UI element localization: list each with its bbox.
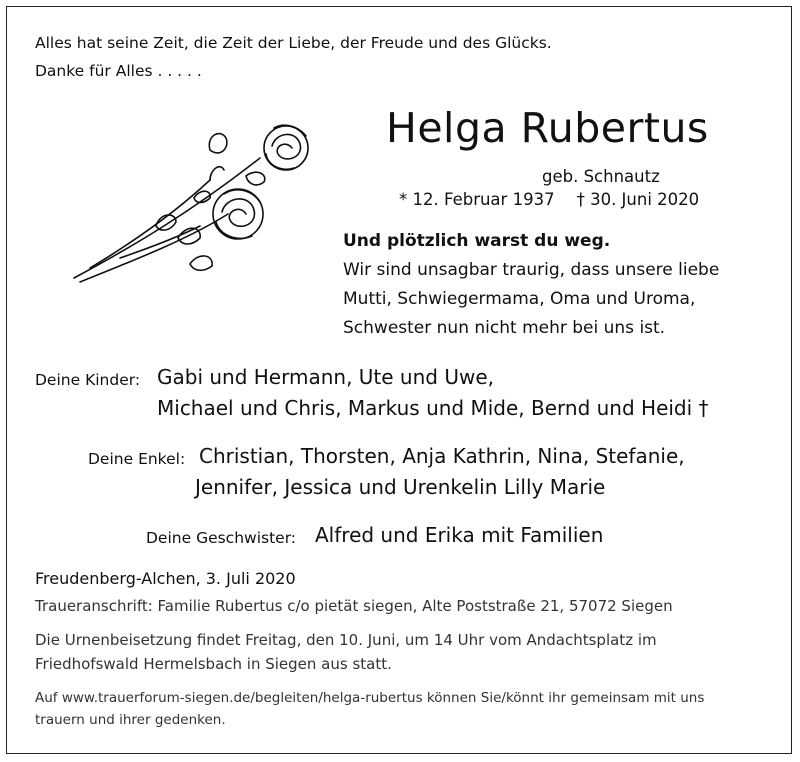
siblings-names: Alfred und Erika mit Familien bbox=[315, 523, 604, 547]
birth-date: * 12. Februar 1937 bbox=[399, 190, 555, 209]
children-label: Deine Kinder: bbox=[35, 371, 141, 389]
grandchildren-names-line-1: Christian, Thorsten, Anja Kathrin, Nina, Stefanie, bbox=[199, 444, 685, 468]
death-date: † 30. Juni 2020 bbox=[576, 190, 700, 209]
siblings-label: Deine Geschwister: bbox=[146, 529, 297, 547]
grandchildren-label: Deine Enkel: bbox=[88, 450, 186, 468]
roses-illustration bbox=[60, 118, 320, 290]
verse-line: Schwester nun nicht mehr bei uns ist. bbox=[343, 318, 666, 338]
motto-line-1: Alles hat seine Zeit, die Zeit der Liebe, der Freude und des Glücks. bbox=[35, 34, 552, 52]
deceased-name: Helga Rubertus bbox=[386, 104, 709, 152]
children-names-line-1: Gabi und Hermann, Ute und Uwe, bbox=[157, 365, 494, 389]
place-date: Freudenberg-Alchen, 3. Juli 2020 bbox=[35, 569, 296, 588]
verse-heading: Und plötzlich warst du weg. bbox=[343, 231, 611, 251]
children-names-line-2: Michael und Chris, Markus und Mide, Bernd und Heidi † bbox=[157, 396, 709, 420]
verse-line: Wir sind unsagbar traurig, dass unsere liebe bbox=[343, 260, 720, 280]
motto-line-2: Danke für Alles . . . . . bbox=[35, 62, 202, 80]
online-memorial-line-2: trauern und ihrer gedenken. bbox=[35, 712, 226, 728]
life-dates bbox=[399, 190, 699, 209]
ceremony-line-1: Die Urnenbeisetzung findet Freitag, den 10. Juni, um 14 Uhr vom Andachtsplatz im bbox=[35, 631, 657, 649]
grandchildren-names-line-2: Jennifer, Jessica und Urenkelin Lilly Marie bbox=[195, 475, 606, 499]
ceremony-line-2: Friedhofswald Hermelsbach in Siegen aus statt. bbox=[35, 655, 392, 673]
birth-name: geb. Schnautz bbox=[542, 167, 660, 186]
verse-line: Mutti, Schwiegermama, Oma und Uroma, bbox=[343, 289, 696, 309]
mourning-address: Traueranschrift: Familie Rubertus c/o pietät siegen, Alte Poststraße 21, 57072 Siegen bbox=[35, 597, 673, 615]
online-memorial-line-1: Auf www.trauerforum-siegen.de/begleiten/helga-rubertus können Sie/könnt ihr gemeinsam mit uns bbox=[35, 690, 705, 706]
